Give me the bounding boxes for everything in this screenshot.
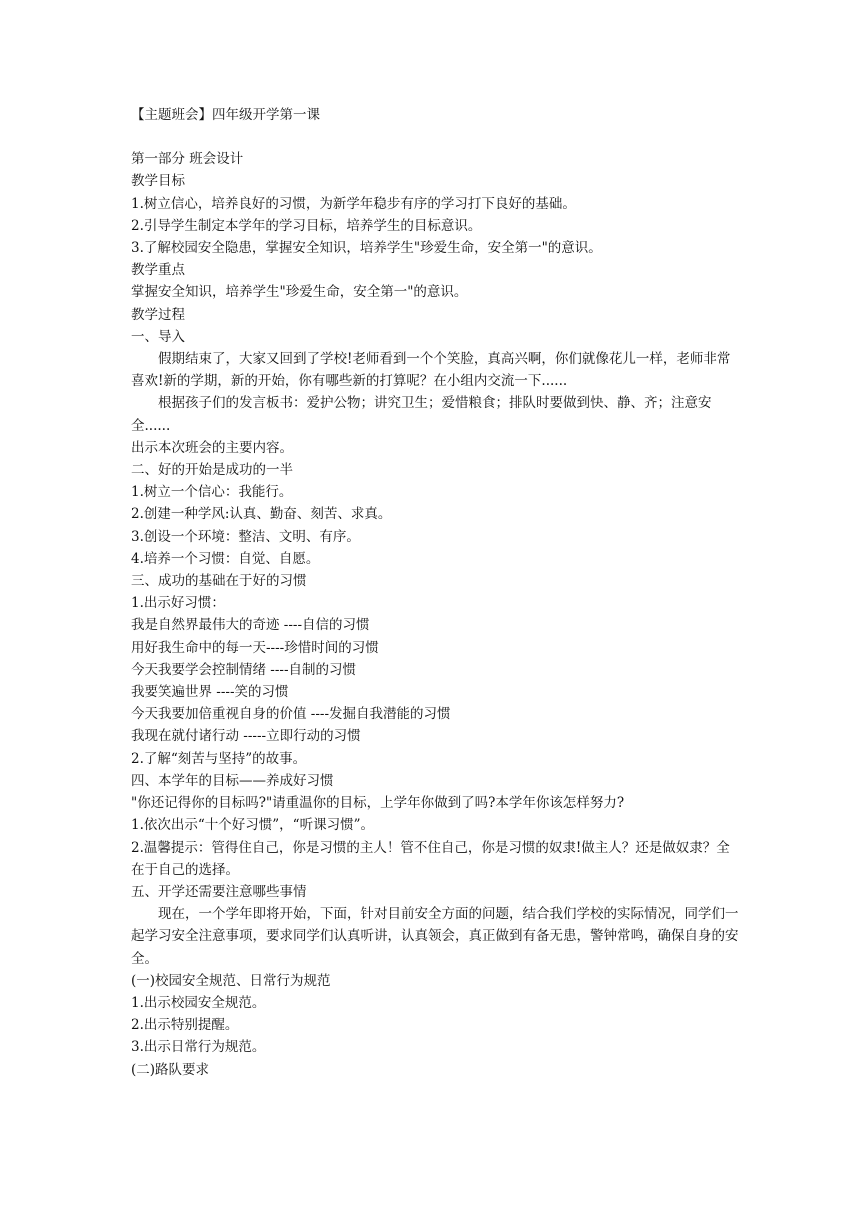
process-heading: 教学过程 <box>131 306 185 323</box>
subsection-heading: (一)校园安全规范、日常行为规范 <box>131 972 331 989</box>
focus-heading: 教学重点 <box>131 262 185 279</box>
list-item: 1.出示校园安全规范。 <box>131 994 266 1011</box>
list-item: 4.培养一个习惯：自觉、自愿。 <box>131 550 320 567</box>
section-heading: 三、成功的基础在于好的习惯 <box>131 573 307 590</box>
list-item: 2.出示特别提醒。 <box>131 1017 239 1034</box>
document-page <box>131 104 743 1081</box>
paragraph: 假期结束了，大家又回到了学校!老师看到一个个笑脸，真高兴啊，你们就像花儿一样，老师非常喜欢!新的学期，新的开始，你有哪些新的打算呢？在小组内交流一下...... <box>131 351 731 390</box>
paragraph: 根据孩子们的发言板书：爱护公物；讲究卫生；爱惜粮食；排队时要做到快、静、齐；注意安全...... <box>131 395 712 434</box>
list-item: 2.创建一种学风:认真、勤奋、刻苦、求真。 <box>131 506 392 523</box>
habit-line: 我是自然界最伟大的奇迹 ----自信的习惯 <box>131 617 370 634</box>
habit-line: 今天我要学会控制情绪 ----自制的习惯 <box>131 661 357 678</box>
list-item: 2.了解“刻苦与坚持”的故事。 <box>131 750 307 767</box>
list-item: 1.出示好习惯： <box>131 595 225 612</box>
goal-item: 3.了解校园安全隐患，掌握安全知识，培养学生"珍爱生命，安全第一"的意识。 <box>131 240 602 257</box>
document-title: 【主题班会】四年级开学第一课 <box>131 107 320 123</box>
part-heading: 第一部分 班会设计 <box>131 151 244 168</box>
habit-line: 我要笑遍世界 ----笑的习惯 <box>131 684 289 701</box>
list-item: 2.温馨提示：管得住自己，你是习惯的主人！管不住自己，你是习惯的奴隶!做主人？还是做奴隶？全在于自己的选择。 <box>131 839 730 878</box>
paragraph: "你还记得你的目标吗?"请重温你的目标，上学年你做到了吗?本学年你该怎样努力? <box>131 795 625 812</box>
habit-line: 我现在就付诸行动 -----立即行动的习惯 <box>131 728 361 745</box>
goal-item: 1.树立信心，培养良好的习惯，为新学年稳步有序的学习打下良好的基础。 <box>131 195 576 212</box>
section-heading: 五、开学还需要注意哪些事情 <box>131 883 307 900</box>
paragraph: 出示本次班会的主要内容。 <box>131 439 293 456</box>
section-heading: 四、本学年的目标——养成好习惯 <box>131 772 334 789</box>
focus-text: 掌握安全知识，培养学生"珍爱生命，安全第一"的意识。 <box>131 284 468 301</box>
list-item: 1.依次出示“十个好习惯”，“听课习惯”。 <box>131 817 374 834</box>
goal-item: 2.引导学生制定本学年的学习目标，培养学生的目标意识。 <box>131 217 482 234</box>
paragraph: 现在，一个学年即将开始，下面，针对目前安全方面的问题，结合我们学校的实际情况，同学们一起学习安全注意事项，要求同学们认真听讲，认真领会，真正做到有备无患，警钟常鸣，确保自身的安全。 <box>131 906 739 967</box>
subsection-heading: (二)路队要求 <box>131 1061 210 1078</box>
goals-heading: 教学目标 <box>131 173 185 190</box>
blank-line <box>131 126 743 148</box>
list-item: 3.创设一个环境：整洁、文明、有序。 <box>131 528 360 545</box>
list-item: 1.树立一个信心：我能行。 <box>131 484 293 501</box>
list-item: 3.出示日常行为规范。 <box>131 1039 266 1056</box>
habit-line: 今天我要加倍重视自身的价值 ----发掘自我潜能的习惯 <box>131 706 451 723</box>
section-heading: 二、好的开始是成功的一半 <box>131 462 293 479</box>
section-heading: 一、导入 <box>131 328 185 345</box>
habit-line: 用好我生命中的每一天----珍惜时间的习惯 <box>131 639 379 656</box>
